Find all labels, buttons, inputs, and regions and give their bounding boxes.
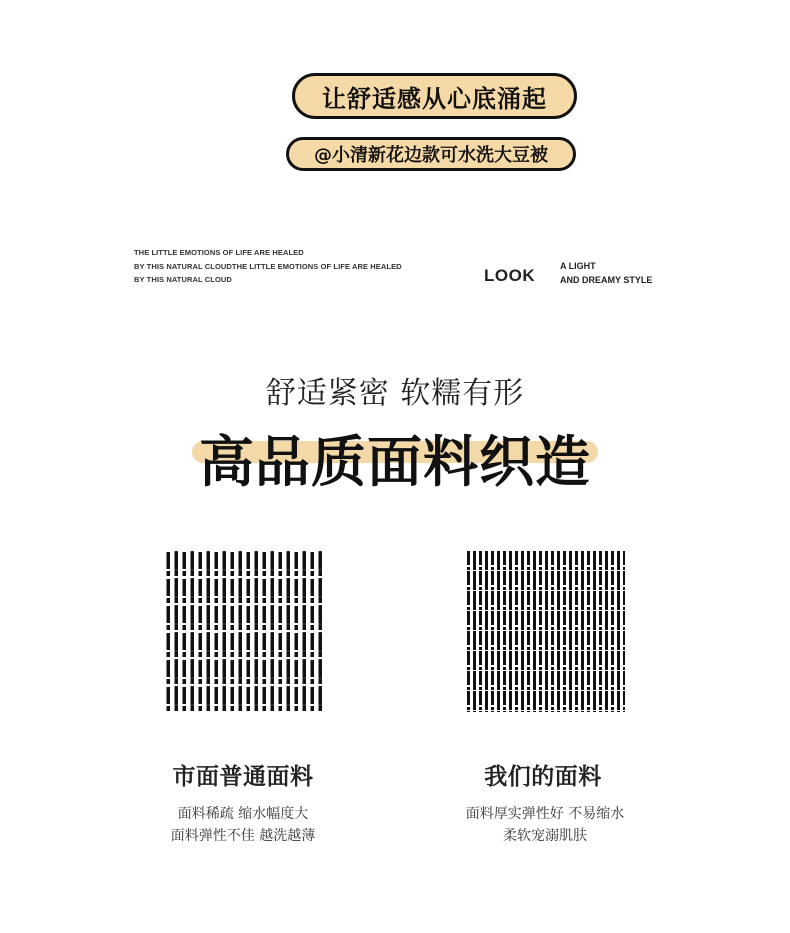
our-fabric-title: 我们的面料 [484,764,602,790]
top-badge-text: 让舒适感从心底涌起 [322,84,547,113]
description-line: 面料稀疏 缩水幅度大 [177,806,309,822]
tagline-line: BY THIS NATURAL CLOUD [134,275,232,284]
description-line: 面料厚实弹性好 不易缩水 [465,806,625,822]
headline: 高品质面料织造 [198,430,591,494]
style-label [560,260,652,287]
description-line: 柔软宠溺肌肤 [503,828,587,844]
tagline-line: BY THIS NATURAL CLOUDTHE LITTLE EMOTIONS OF LIFE ARE HEALED [134,261,402,271]
look-label: LOOK [484,266,536,285]
style-line: A LIGHT [560,261,596,271]
description-line: 面料弹性不佳 越洗越薄 [170,828,316,844]
sub-badge-text: @小清新花边款可水洗大豆被 [314,145,548,166]
regular-fabric-description [133,803,353,847]
regular-fabric-title: 市面普通面料 [172,764,314,790]
dense-fabric-swatch [466,551,625,712]
english-tagline [134,246,404,287]
subheading: 舒适紧密 软糯有形 [265,376,525,411]
sub-badge [286,137,576,171]
tagline-line: THE LITTLE EMOTIONS OF LIFE ARE HEALED [134,248,304,257]
top-badge [292,73,577,119]
sparse-fabric-swatch [165,551,325,712]
our-fabric-description [435,803,655,847]
style-line: AND DREAMY STYLE [560,274,653,285]
